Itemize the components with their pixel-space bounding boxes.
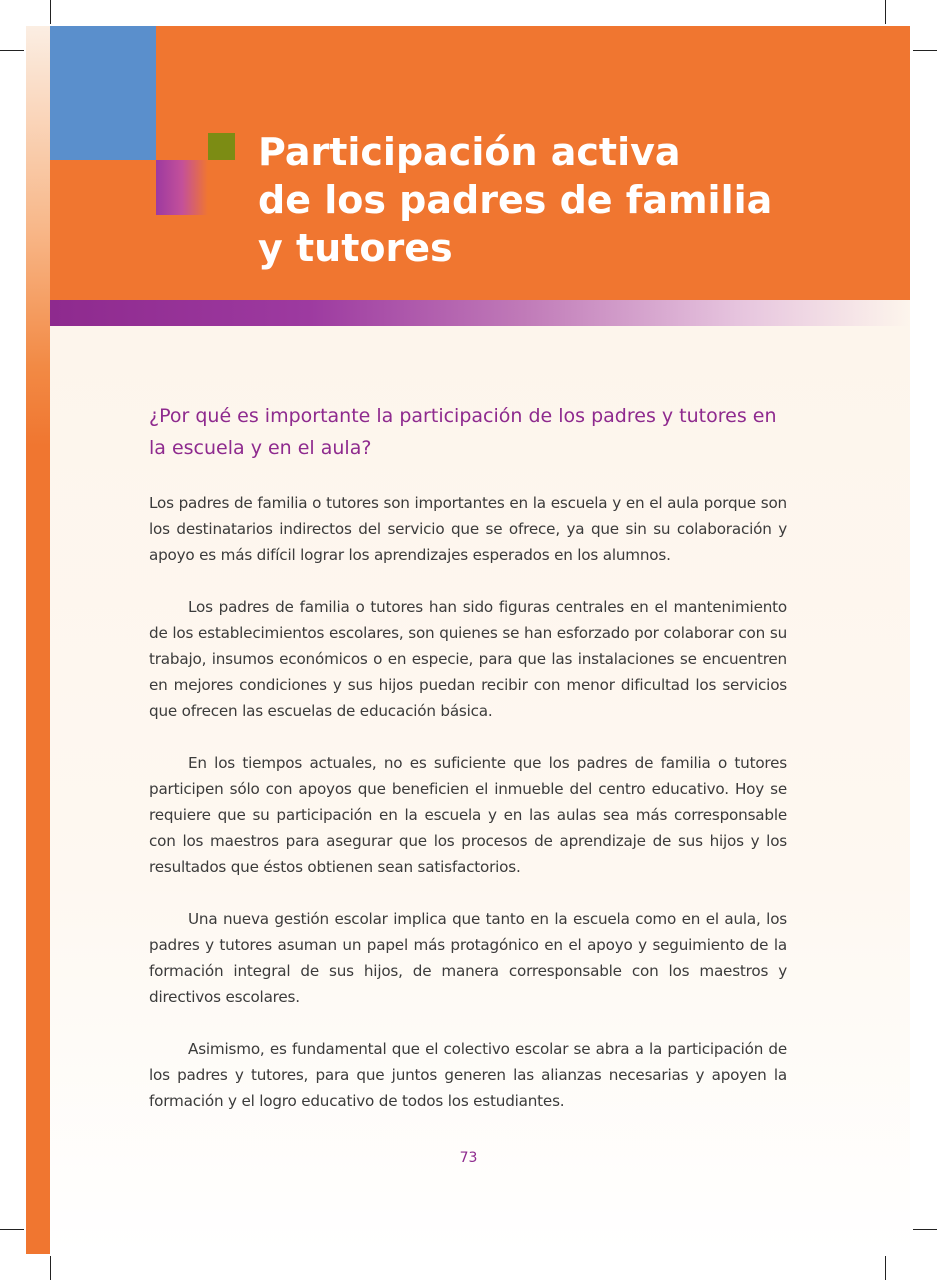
paragraph-4: Una nueva gestión escolar implica que tanto en la escuela como en el aula, los padres y tutores asuman un papel más protagónico en el apoyo y seguimiento de la formación integral de sus hijos, de manera corresponsable con los maestros y directivos escolares.: [149, 910, 787, 1006]
page-number: 73: [459, 1150, 478, 1166]
crop-mark-bottom-left-v: [50, 1256, 51, 1280]
header-gradient-bar: [50, 300, 910, 326]
section-content: [149, 400, 787, 1114]
paragraph-3: En los tiempos actuales, no es suficiente que los padres de familia o tutores participen sólo con apoyos que beneficien el inmueble del centro educativo. Hoy se requiere que su participación en la escuela y en las aulas sea más corresponsable con los maestros para asegurar que los procesos de aprendizaje de sus hijos y los resultados que éstos obtienen sean satisfactorios.: [149, 754, 787, 876]
paragraph-5: Asimismo, es fundamental que el colectivo escolar se abra a la participación de los padres y tutores, para que juntos generen las alianzas necesarias y apoyen la formación y el logro educativo de todos los estudiantes.: [149, 1040, 787, 1110]
crop-mark-bottom-right-h: [913, 1229, 937, 1230]
decorative-purple-square: [156, 160, 208, 215]
crop-mark-top-right-v: [885, 0, 886, 24]
crop-mark-bottom-right-v: [885, 1256, 886, 1280]
crop-mark-top-right-h: [913, 50, 937, 51]
decorative-green-square: [208, 133, 235, 160]
left-orange-strip: [26, 26, 50, 1254]
chapter-title: [258, 128, 858, 272]
paragraph-1: Los padres de familia o tutores son importantes en la escuela y en el aula porque son los destinatarios indirectos del servicio que se ofrece, ya que sin su colaboración y apoyo es más difícil lograr los aprendizajes esperados en los alumnos.: [149, 494, 787, 564]
crop-mark-bottom-left-h: [0, 1229, 24, 1230]
paragraph-2: Los padres de familia o tutores han sido figuras centrales en el mantenimiento de los establecimientos escolares, son quienes se han esforzado por colaborar con su trabajo, insumos económicos o en especie, para que las instalaciones se encuentren en mejores condiciones y sus hijos puedan recibir con menor dificultad los servicios que ofrecen las escuelas de educación básica.: [149, 598, 787, 720]
chapter-title-line-3: y tutores: [258, 226, 453, 270]
chapter-title-line-2: de los padres de familia: [258, 178, 773, 222]
section-subtitle: ¿Por qué es importante la participación de los padres y tutores en la escuela y en el aula?: [149, 405, 777, 459]
decorative-blue-square: [50, 26, 156, 160]
crop-mark-top-left-h: [0, 50, 24, 51]
chapter-title-line-1: Participación activa: [258, 130, 681, 174]
crop-mark-top-left-v: [50, 0, 51, 24]
